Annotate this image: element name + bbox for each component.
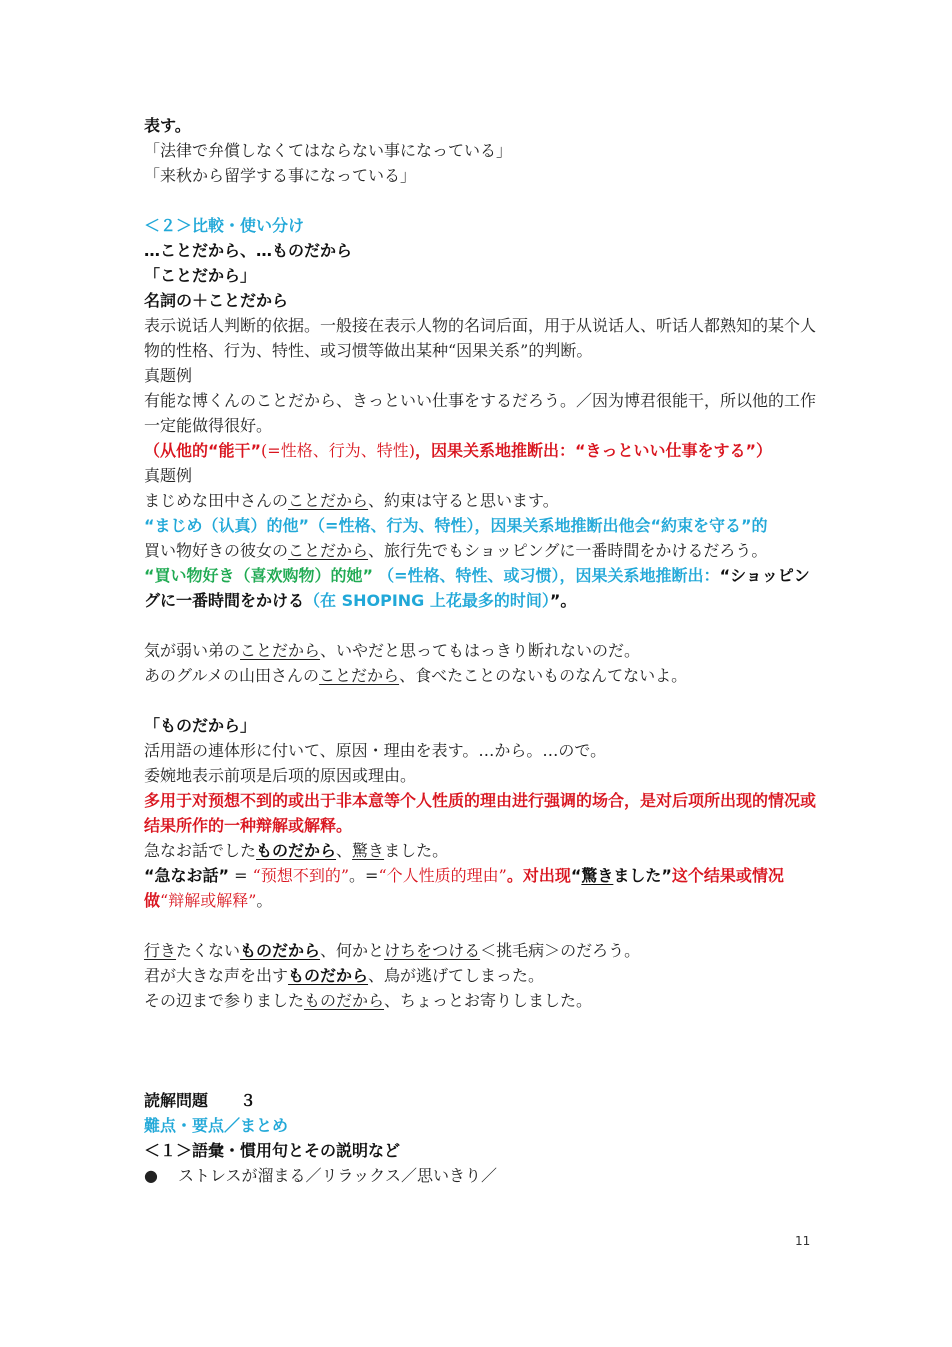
keyword: ものだから [304, 991, 385, 1010]
text-line: 「法律で弁償しなくてはならない事になっている」 [144, 141, 513, 160]
note-part: （在 SHOPING 上花最多的时间） [304, 591, 550, 610]
example-note: “まじめ（认真）的他”（=性格、行为、特性），因果关系地推断出他会“約束を守る”的 [144, 516, 768, 535]
keyword: ものだから [240, 941, 321, 960]
text: 急なお話でした [144, 841, 257, 860]
text: 、ちょっとお寄りしました。 [384, 991, 593, 1010]
text: あのグルメの山田さんの [144, 666, 320, 685]
page-number: 11 [795, 1234, 811, 1248]
note-part: = [234, 866, 248, 885]
note-part: 。 [256, 891, 273, 910]
note-part: (=性格、行为、特性) [261, 441, 415, 460]
note-part: （从他的“能干” [144, 441, 262, 460]
subheading: 「ものだから」 [144, 716, 257, 735]
note-part: “ [570, 866, 582, 885]
section-heading: ＜１＞語彙・慣用句とその説明など [144, 1141, 401, 1160]
note-part: “急なお話” [144, 866, 230, 885]
label: 真题例 [144, 366, 193, 385]
note-part: “辩解或解释” [160, 891, 257, 910]
paragraph: 活用語の連体形に付いて、原因・理由を表す。…から。…ので。 [144, 741, 607, 760]
example-sentence [144, 838, 816, 863]
note-part: “预想不到的” [252, 866, 350, 885]
section-subtitle: 難点・要点／まとめ [144, 1116, 289, 1135]
example-sentence [144, 938, 816, 963]
example-sentence [144, 988, 816, 1013]
text: 君が大きな声を出す [144, 966, 289, 985]
bullet-item [144, 1163, 816, 1188]
text: ストレスが溜まる／リラックス／思いきり／ [178, 1166, 498, 1185]
keyword: ことだから [288, 541, 369, 560]
note-part: 这个结果或情况做 [144, 866, 784, 910]
keyword: 行き [144, 941, 177, 960]
keyword: けちをつける [384, 941, 481, 960]
note-part: 驚き [581, 866, 614, 885]
note-part: 。= [349, 866, 379, 885]
text: 、食べたことのないものなんてないよ。 [399, 666, 688, 685]
keyword: ことだから [240, 641, 321, 660]
example-sentence [144, 488, 816, 513]
text: 、 [336, 841, 353, 860]
paragraph: 表示说话人判断的依据。一般接在表示人物的名词后面，用于从说话人、听话人都熟知的某个人物的性格、行为、特性、或习惯等做出某种“因果关系”的判断。 [144, 316, 817, 360]
keyword: ことだから [288, 491, 369, 510]
example-sentence [144, 963, 816, 988]
text: 、いやだと思ってもはっきり断れないのだ。 [320, 641, 641, 660]
text: 、鳥が逃げてしまった。 [368, 966, 545, 985]
example-sentence [144, 638, 816, 663]
subheading: …ことだから、…ものだから [144, 241, 353, 260]
example-note [144, 563, 816, 613]
subheading: 名詞の＋ことだから [144, 291, 289, 310]
text: その辺まで参りました [144, 991, 305, 1010]
note-part: 。对出现 [506, 866, 571, 885]
label: 真题例 [144, 466, 193, 485]
text: 、約束は守ると思います。 [368, 491, 559, 510]
paragraph: 委婉地表示前项是后项的原因或理由。 [144, 766, 417, 785]
example-sentence [144, 663, 816, 688]
keyword: ことだから [319, 666, 400, 685]
note-part: “ショッピングに一番時間をかける [144, 566, 810, 610]
keyword: ものだから [256, 841, 337, 860]
note-part: “个人性质的理由” [378, 866, 507, 885]
section-title: 読解問題 ３ [144, 1091, 257, 1110]
example-note [144, 863, 816, 913]
text: ＜挑毛病＞のだろう。 [480, 941, 641, 960]
note-part: ”。 [549, 591, 577, 610]
note-part: ました” [613, 866, 672, 885]
note-part: “買い物好き（喜欢购物）的她” [144, 566, 374, 585]
example-sentence [144, 538, 816, 563]
subheading: 「ことだから」 [144, 266, 257, 285]
note-part: （=性格、特性、或习惯），因果关系地推断出： [378, 566, 720, 585]
text: まじめな田中さんの [144, 491, 289, 510]
text-line: 表す。 [144, 116, 191, 135]
text: 気が弱い弟の [144, 641, 241, 660]
text-line: 「来秋から留学する事になっている」 [144, 166, 417, 185]
emphasis-paragraph: 多用于对预想不到的或出于非本意等个人性质的理由进行强调的场合，是对后项所出现的情况或结果所作的一种辩解或解释。 [144, 791, 817, 835]
text: 、何かと [320, 941, 385, 960]
text: たくない [176, 941, 241, 960]
keyword: ものだから [288, 966, 369, 985]
text: 買い物好きの彼女の [144, 541, 289, 560]
section-heading: ＜２＞比較・使い分け [144, 216, 305, 235]
text: ました。 [384, 841, 449, 860]
note-part: ，因果关系地推断出：“きっといい仕事をする”） [414, 441, 772, 460]
keyword: 驚き [352, 841, 385, 860]
example-note [144, 438, 816, 463]
bullet-icon: ● [144, 1166, 158, 1185]
document-page [144, 113, 816, 1188]
example-sentence: 有能な博くんのことだから、きっといい仕事をするだろう。／因为博君很能干，所以他的工作一定能做得很好。 [144, 391, 817, 435]
text: 、旅行先でもショッピングに一番時間をかけるだろう。 [368, 541, 768, 560]
